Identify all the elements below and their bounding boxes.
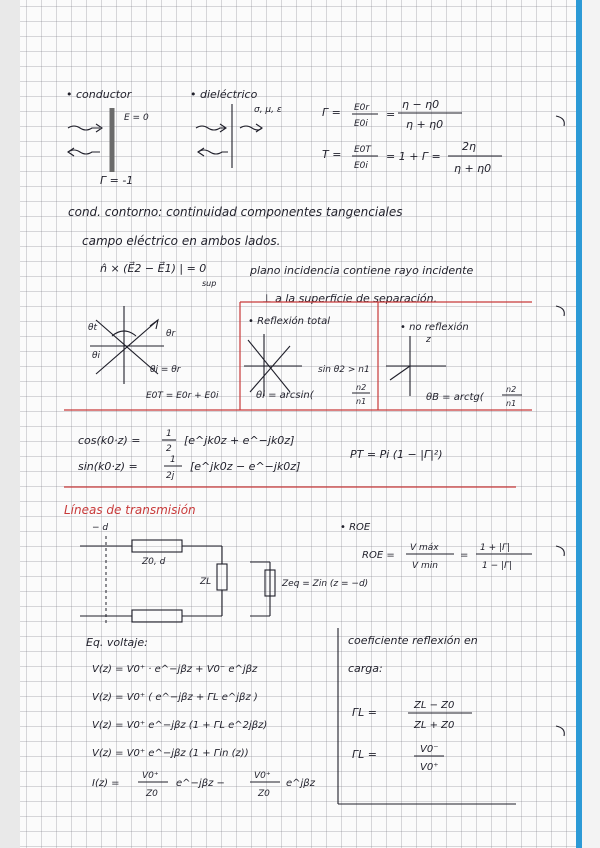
current-num1: V0⁺ [142,771,159,781]
current-end: e^jβz [286,778,315,789]
hole-mark [556,546,564,556]
sin-condition: sin θ2 > n1 [318,365,370,375]
coef-gl: ΓL = [352,706,377,719]
coef-num: ZL − Z0 [414,700,455,711]
zl-label: ZL [200,577,212,587]
binder-holes [556,116,564,736]
tau-eoi: E0i [354,161,368,171]
lineas-title: Líneas de transmisión [64,503,196,517]
gamma-equals: = [386,108,396,121]
arcsin-n2: n2 [356,383,367,392]
roe-vmin: V min [412,561,438,571]
voltaje-line1: V(z) = V0⁺ · e^−jβz + V0⁻ e^jβz [92,664,258,675]
brewster-sketch [386,336,446,396]
cos-body: [e^jk0z + e^−jk0z] [184,434,295,447]
theta-r-top: θr [166,329,176,339]
gamma-den: η + η0 [406,118,444,131]
roe-lhs: ROE = [362,550,395,561]
current-den1: Z0 [146,789,158,799]
roe-eq: = [460,550,469,561]
theta-t: θt [88,323,98,333]
roe-num: 1 + |Γ| [480,543,511,553]
contorno-line1: cond. contorno: continuidad componentes tangenciales [68,205,403,219]
coef-gl2: ΓL = [352,748,377,761]
current-den2: Z0 [258,789,270,799]
z0-d-label: Z0, d [142,557,166,567]
conductor-label: • conductor [66,88,132,101]
roe-den: 1 − |Γ| [482,561,513,571]
arcsin-n1: n1 [356,397,367,406]
no-reflexion-title: • no reflexión [400,322,469,333]
transmission-line-circuit [80,536,275,626]
roe-title: • ROE [340,522,371,533]
hole-mark [556,116,564,126]
coef-den2: V0⁺ [420,762,439,773]
contorno-line2: campo eléctrico en ambos lados. [82,234,281,248]
cross-product: n̂ × (E⃗2 − E⃗1) | = 0 [100,262,207,275]
current-mid: e^−jβz − [176,778,225,789]
coef-den: ZL + Z0 [414,720,455,731]
current-num2: V0⁺ [254,771,271,781]
tau-eq: = 1 + Γ = [386,150,441,163]
conductor-sketch [68,108,112,172]
z-axis-label: z [426,335,431,345]
minus-d-label: − d [92,523,109,533]
dielectric-label: • dieléctrico [190,88,258,101]
coef-num2: V0⁻ [420,744,439,755]
voltaje-line2: V(z) = V0⁺ ( e^−jβz + ΓL e^jβz ) [92,692,258,703]
sin-lhs: sin(k0·z) = [78,460,138,473]
coef-title1: coeficiente reflexión en [348,634,478,647]
voltaje-title: Eq. voltaje: [86,636,148,649]
power-eq: PT = Pi (1 − |Γ|²) [350,448,443,461]
sup-subscript: sup [202,279,217,288]
sin-body: [e^jk0z − e^−jk0z] [190,460,301,473]
gamma-minus-one: Γ = -1 [100,174,134,187]
tau-eot: E0T [354,145,371,155]
tau-symbol: T = [322,148,342,161]
current-lhs: I(z) = [92,778,120,789]
reflexion-total-title: • Reflexión total [248,316,330,327]
hole-mark [556,726,564,736]
arctg-n2: n2 [506,385,517,394]
sin-one: 1 [170,455,176,465]
hole-mark [556,306,564,316]
arctg-text: θB = arctg( [426,392,484,403]
plano-line1: plano incidencia contiene rayo incidente [250,264,474,277]
theta-equality: θi = θr [150,365,181,375]
gamma-eor: E0r [354,103,370,113]
plano-line2: ⊥ a la superficie de separación. [262,292,438,305]
gamma-num: η − η0 [402,98,440,111]
arctg-n1: n1 [506,399,517,408]
total-reflection-sketch [244,334,302,396]
voltaje-line4: V(z) = V0⁺ e^−jβz (1 + Γin (z)) [92,748,249,759]
cos-lhs: cos(k0·z) = [78,434,141,447]
sin-twoj: 2j [166,471,175,481]
tau-den: η + η0 [454,162,492,175]
theta-i: θi [92,351,101,361]
roe-vmax: V máx [410,543,439,553]
cos-one: 1 [166,429,172,439]
sigma-mu-eps-label: σ, μ, ε [254,105,282,115]
e-zero-label: E = 0 [124,113,149,123]
coef-title2: carga: [348,662,383,675]
eot-sum: E0T = E0r + E0i [146,391,219,401]
voltaje-line3: V(z) = V0⁺ e^−jβz (1 + ΓL e^2jβz) [92,720,268,731]
tau-num: 2η [462,140,476,153]
cos-two: 2 [166,444,172,454]
arcsin-text: θi = arcsin( [256,390,314,401]
dielectric-sketch [196,104,262,168]
zeq-label: Zeq = Zin (z = −d) [282,579,369,589]
gamma-eoi: E0i [354,119,368,129]
gamma-symbol: Γ = [322,106,341,119]
